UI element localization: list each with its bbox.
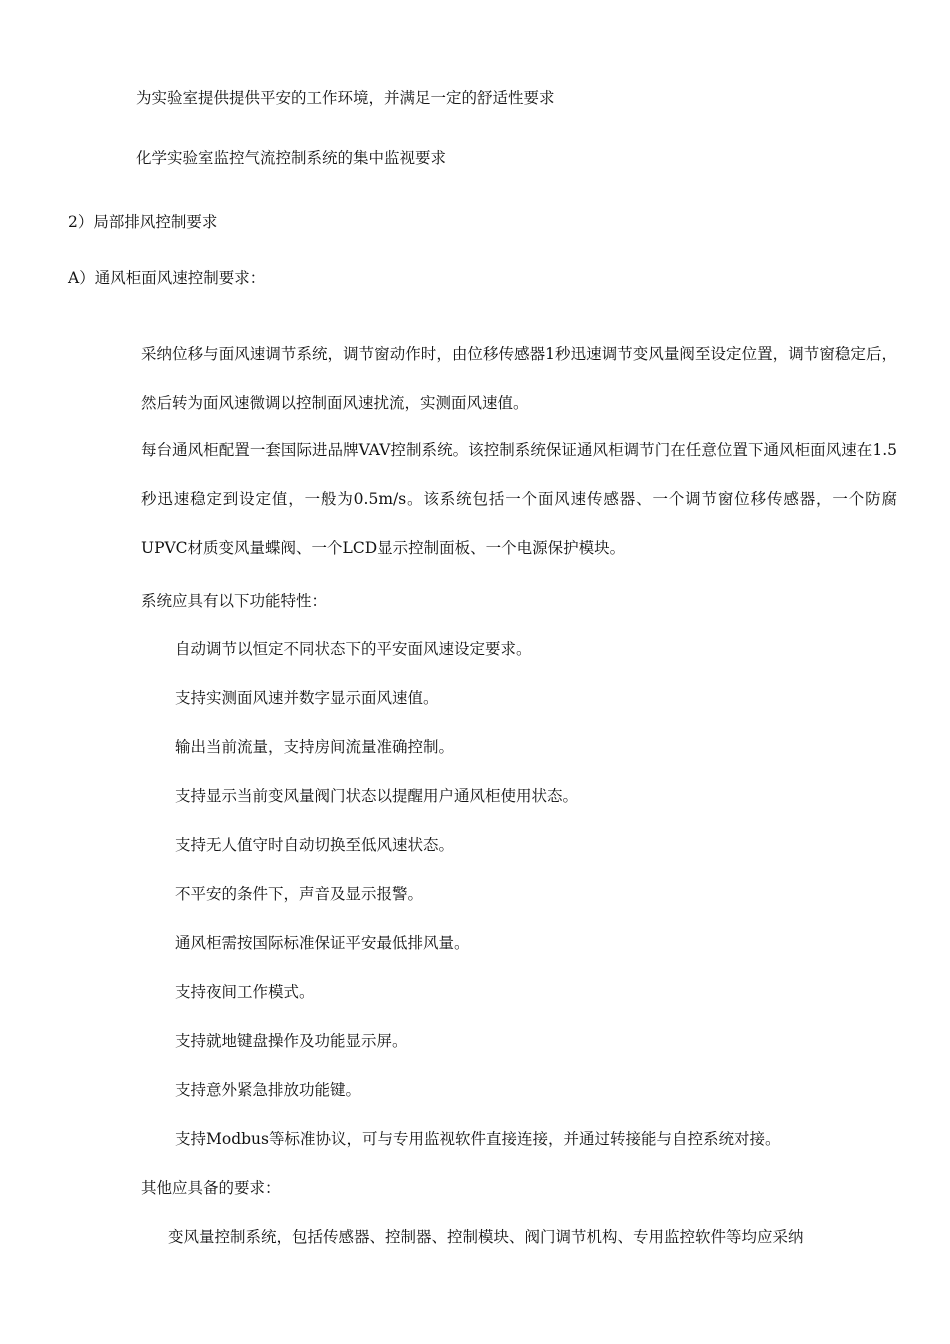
other-heading: 其他应具备的要求： bbox=[141, 1179, 281, 1197]
list-item: 输出当前流量，支持房间流量准确控制。 bbox=[175, 738, 455, 756]
features-heading: 系统应具有以下功能特性： bbox=[141, 592, 328, 610]
section-heading: 2）局部排风控制要求 bbox=[68, 213, 218, 231]
intro-line-1: 为实验室提供提供平安的工作环境，并满足一定的舒适性要求 bbox=[136, 89, 555, 107]
list-item: 不平安的条件下，声音及显示报警。 bbox=[175, 885, 424, 903]
list-item: 支持意外紧急排放功能键。 bbox=[175, 1081, 362, 1099]
list-item: 通风柜需按国际标准保证平安最低排风量。 bbox=[175, 934, 470, 952]
paragraph-1: 采纳位移与面风速调节系统，调节窗动作时，由位移传感器1秒迅速调节变风量阀至设定位置，调节窗稳定后，然后转为面风速微调以控制面风速扰流，实测面风速值。 bbox=[141, 345, 897, 412]
paragraph-2: 每台通风柜配置一套国际进品牌VAV控制系统。该控制系统保证通风柜调节门在任意位置下通风柜面风速在1.5秒迅速稳定到设定值，一般为0.5m/s。该系统包括一个面风速传感器、一个调节窗位移传感器，一个防腐UPVC材质变风量蝶阀、一个LCD显示控制面板、一个电源保护模块。 bbox=[141, 441, 897, 557]
list-item: 支持Modbus等标准协议，可与专用监视软件直接连接，并通过转接能与自控系统对接。 bbox=[175, 1130, 781, 1148]
other-text: 变风量控制系统，包括传感器、控制器、控制模块、阀门调节机构、专用监控软件等均应采纳 bbox=[168, 1228, 804, 1246]
list-item: 支持夜间工作模式。 bbox=[175, 983, 315, 1001]
subsection-heading: A）通风柜面风速控制要求： bbox=[68, 269, 266, 287]
list-item: 支持显示当前变风量阀门状态以提醒用户通风柜使用状态。 bbox=[175, 787, 579, 805]
list-item: 支持就地键盘操作及功能显示屏。 bbox=[175, 1032, 408, 1050]
intro-line-2: 化学实验室监控气流控制系统的集中监视要求 bbox=[136, 149, 447, 167]
list-item: 支持实测面风速并数字显示面风速值。 bbox=[175, 689, 439, 707]
list-item: 自动调节以恒定不同状态下的平安面风速设定要求。 bbox=[175, 640, 532, 658]
list-item: 支持无人值守时自动切换至低风速状态。 bbox=[175, 836, 455, 854]
